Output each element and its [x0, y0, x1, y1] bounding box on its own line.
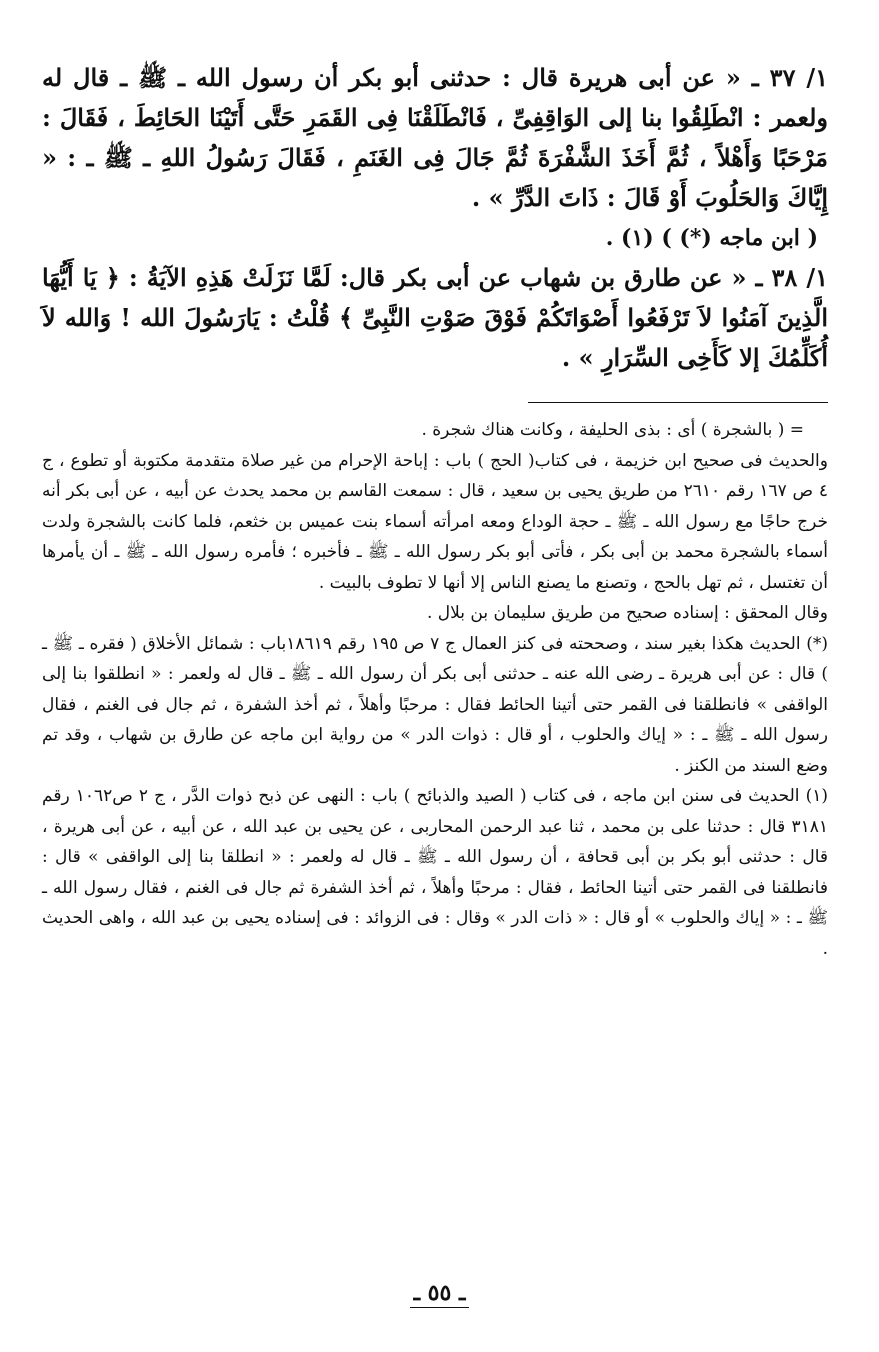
page-body	[42, 58, 828, 964]
footnote-star: (*) الحديث هكذا بغير سند ، وصححته فى كنز العمال ج ٧ ص ١٩٥ رقم ١٨٦١٩باب : شمائل الأخلاق ( فقره ـ ﷺ ـ ) قال : عن أبى هريرة ـ رضى الله عنه ـ حدثنى أبى بكر أن رسول الله ـ ﷺ ـ قال له ولعمر : « انطلقوا بنا إلى الواقفى » فانطلقنا فى القمر حتى أتينا الحائط فقال : مرحبًا وأهلاً ، ثم أخذ الشفرة ، ثم جال فى الغنم ، فقال رسول الله ـ ﷺ ـ : « إياك والحلوب ، أو قال : ذوات الدر » من رواية ابن ماجه عن طارق بن شهاب ، وقد تم وضع السند من الكنز .	[42, 633, 828, 776]
page-number-text: ـ ٥٥ ـ	[410, 1280, 470, 1308]
footnote-continuation-1: = ( بالشجرة ) أى : بذى الحليفة ، وكانت هناك شجرة .	[421, 420, 804, 440]
footnote-continuation-3: وقال المحقق : إسناده صحيح من طريق سليمان بن بلال .	[426, 603, 828, 623]
footnote-continuation-2: والحديث فى صحيح ابن خزيمة ، فى كتاب( الحج ) باب : إباحة الإحرام من غير صلاة متقدمة مكتوبة أو تطوع ، ج ٤ ص ١٦٧ رقم ٢٦١٠ من طريق يحيى بن سعيد ، قال : سمعت القاسم بن محمد يحدث عن أبيه ، عن أبى بكر أنه خرج حاجًا مع رسول الله ـ ﷺ ـ حجة الوداع ومعه امرأته أسماء بنت عميس بن خثعم، فلما كانت بالشجرة ولدت أسماء بالشجرة محمد بن أبى بكر ، فأتى أبو بكر رسول الله ـ ﷺ ـ فأخبره ؛ فأمره رسول الله ـ ﷺ ـ أن يأمرها أن تغتسل ، ثم تهل بالحج ، وتصنع ما يصنع الناس إلا أنها لا تطوف بالبيت .	[42, 450, 828, 593]
hadith-37-source: ( ابن ماجه (*) ) (١) .	[605, 225, 818, 251]
hadith-38-text: ١/ ٣٨ ـ « عن طارق بن شهاب عن أبى بكر قال: لَمَّا نَزَلَتْ هَذِهِ الآيَةُ : ﴿ يَا أَيُّهَا الَّذِينَ آمَنُوا لاَ تَرْفَعُوا أَصْوَاتَكُمْ فَوْقَ صَوْتِ النَّبِىِّ ﴾ قُلْتُ : يَارَسُولَ الله ! وَالله لاَ أُكَلِّمُكَ إلا كَأَخِى السِّرَارِ » .	[42, 263, 828, 372]
hadith-37-text: ١/ ٣٧ ـ « عن أبى هريرة قال : حدثنى أبو بكر أن رسول الله ـ ﷺ ـ قال له ولعمر : انْطَلِقُوا بنا إلى الوَاقِفِىِّ ، فَانْطَلَقْنَا فِى القَمَرِ حَتَّى أَتَيْنَا الحَائِطَ ، فَقَالَ : مَرْحَبًا وَأَهْلاً ، ثُمَّ أَخَذَ الشَّفْرَةَ ثُمَّ جَالَ فِى الغَنَمِ ، فَقَالَ رَسُولُ اللهِ ـ ﷺ ـ : « إِيَّاكَ وَالحَلُوبَ أَوْ قَالَ : ذَاتَ الدَّرِّ » .	[42, 63, 828, 212]
page-number	[0, 1280, 879, 1306]
footnote-1: (١) الحديث فى سنن ابن ماجه ، فى كتاب ( الصيد والذبائح ) باب : النهى عن ذبح ذوات الدَّر ، ج ٢ ص١٠٦٢ رقم ٣١٨١ قال : حدثنا على بن محمد ، ثنا عبد الرحمن المحاربى ، عن يحيى بن عبد الله ، عن أبيه ، عن أبى هريرة ، قال : حدثنى أبو بكر بن أبى قحافة ، أن رسول الله ـ ﷺ ـ قال له ولعمر : « انطلقا بنا إلى الواقفى » قال : فانطلقنا فى القمر حتى أتينا الحائط ، فقال : مرحبًا وأهلاً ، ثم أخذ الشفرة ثم جال فى الغنم ، فقال رسول الله ـ ﷺ ـ : « إياك والحلوب » أو قال : « ذات الدر » وقال : فى الزوائد : فى إسناده يحيى بن عبد الله ، واهى الحديث .	[42, 786, 828, 959]
footnote-separator	[528, 402, 828, 403]
